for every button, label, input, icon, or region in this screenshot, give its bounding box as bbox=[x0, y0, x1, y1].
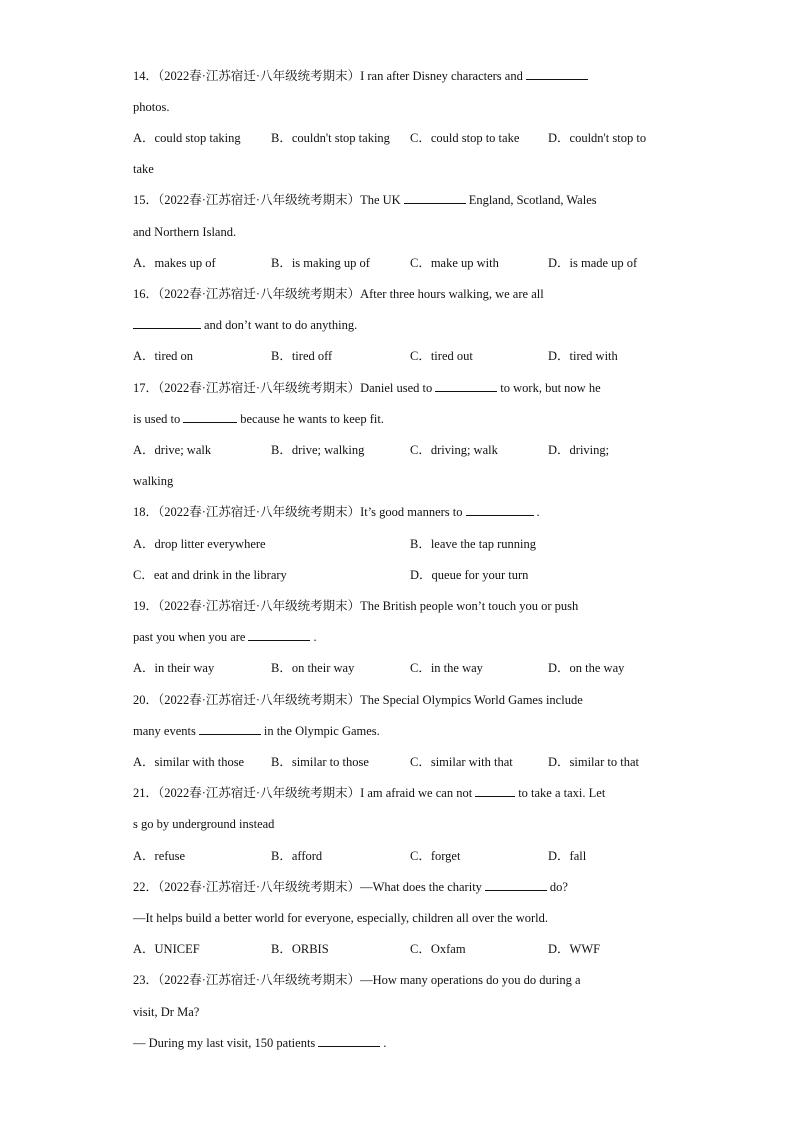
question-source: ．（2022春·江苏宿迁·八年级统考期末） bbox=[145, 69, 361, 83]
question-18-stem bbox=[133, 504, 663, 520]
answer-blank[interactable] bbox=[199, 723, 261, 735]
answer-blank[interactable] bbox=[404, 192, 466, 204]
question-number: 20 bbox=[133, 693, 146, 707]
question-number: 21 bbox=[133, 786, 146, 800]
question-23-stem-cont2 bbox=[133, 1035, 663, 1051]
answer-blank[interactable] bbox=[318, 1035, 380, 1047]
question-text: —What does the charity bbox=[360, 880, 482, 894]
question-text: The UK bbox=[360, 193, 401, 207]
question-20-stem-cont bbox=[133, 723, 663, 739]
question-text: The British people won’t touch you or push bbox=[360, 599, 579, 613]
question-15-stem bbox=[133, 192, 663, 208]
option-a[interactable]: A．could stop taking bbox=[133, 131, 241, 145]
option-d[interactable]: D．WWF bbox=[548, 942, 601, 956]
question-text: and Northern Island. bbox=[133, 225, 237, 239]
question-text: in the Olympic Games. bbox=[263, 724, 380, 738]
question-17-options bbox=[133, 442, 663, 458]
question-17-stem-cont bbox=[133, 411, 663, 427]
answer-blank[interactable] bbox=[183, 411, 237, 423]
question-text: Daniel used to bbox=[360, 381, 433, 395]
option-c[interactable]: C．eat and drink in the library bbox=[133, 568, 287, 582]
question-source: ．（2022春·江苏宿迁·八年级统考期末） bbox=[145, 880, 361, 894]
question-21-options bbox=[133, 848, 663, 864]
question-19-options bbox=[133, 660, 663, 676]
question-text: to take a taxi. Let bbox=[518, 786, 606, 800]
question-17-stem bbox=[133, 380, 663, 396]
option-d[interactable]: D．couldn't stop to bbox=[548, 131, 647, 145]
question-15-options bbox=[133, 255, 663, 271]
question-source: ．（2022春·江苏宿迁·八年级统考期末） bbox=[145, 973, 361, 987]
question-text: to work, but now he bbox=[500, 381, 601, 395]
question-text: . bbox=[383, 1036, 387, 1050]
option-c[interactable]: C．tired out bbox=[410, 349, 473, 363]
option-a[interactable]: A．tired on bbox=[133, 349, 194, 363]
question-source: ．（2022春·江苏宿迁·八年级统考期末） bbox=[145, 287, 361, 301]
question-20-options bbox=[133, 754, 663, 770]
question-14-stem bbox=[133, 68, 663, 84]
question-number: 16 bbox=[133, 287, 146, 301]
question-text: and don’t want to do anything. bbox=[204, 318, 358, 332]
option-d[interactable]: D．on the way bbox=[548, 661, 625, 675]
question-22-options bbox=[133, 941, 663, 957]
question-text: England, Scotland, Wales bbox=[468, 193, 597, 207]
option-b[interactable]: B．afford bbox=[271, 849, 323, 863]
question-text: I ran after Disney characters and bbox=[360, 69, 523, 83]
option-a[interactable]: A．makes up of bbox=[133, 256, 216, 270]
answer-blank[interactable] bbox=[466, 504, 534, 516]
question-text: . bbox=[313, 630, 317, 644]
question-16-options bbox=[133, 348, 663, 364]
question-source: ．（2022春·江苏宿迁·八年级统考期末） bbox=[145, 693, 361, 707]
question-number: 17 bbox=[133, 381, 146, 395]
option-c[interactable]: C．forget bbox=[410, 849, 461, 863]
question-number: 18 bbox=[133, 505, 146, 519]
question-text: After three hours walking, we are all bbox=[360, 287, 544, 301]
question-16-stem-cont bbox=[133, 317, 663, 333]
option-text: walking bbox=[133, 474, 174, 488]
question-17-option-cont bbox=[133, 473, 663, 489]
option-a[interactable]: A．refuse bbox=[133, 849, 186, 863]
question-text: is used to bbox=[133, 412, 181, 426]
question-text: The Special Olympics World Games include bbox=[360, 693, 583, 707]
question-text: —It helps build a better world for everyone, especially, children all over the world. bbox=[133, 911, 549, 925]
question-22-stem-cont bbox=[133, 910, 663, 926]
question-text: . bbox=[536, 505, 540, 519]
option-d[interactable]: D．similar to that bbox=[548, 755, 639, 769]
question-text: — During my last visit, 150 patients bbox=[133, 1036, 316, 1050]
option-d[interactable]: D．is made up of bbox=[548, 256, 638, 270]
question-21-stem bbox=[133, 785, 663, 801]
option-d[interactable]: D．fall bbox=[548, 849, 587, 863]
answer-blank[interactable] bbox=[526, 68, 588, 80]
question-15-stem-cont bbox=[133, 224, 663, 240]
option-b[interactable]: B．leave the tap running bbox=[410, 537, 537, 551]
option-d[interactable]: D．tired with bbox=[548, 349, 618, 363]
option-b[interactable]: B．drive; walking bbox=[271, 443, 365, 457]
option-c[interactable]: C．similar with that bbox=[410, 755, 513, 769]
question-number: 19 bbox=[133, 599, 146, 613]
question-text: photos. bbox=[133, 100, 170, 114]
question-text: do? bbox=[549, 880, 568, 894]
answer-blank[interactable] bbox=[435, 380, 497, 392]
answer-blank[interactable] bbox=[485, 879, 547, 891]
question-21-stem-cont bbox=[133, 816, 663, 832]
option-c[interactable]: C．in the way bbox=[410, 661, 483, 675]
option-c[interactable]: C．could stop to take bbox=[410, 131, 520, 145]
option-d[interactable]: D．queue for your turn bbox=[410, 568, 529, 582]
question-number: 14 bbox=[133, 69, 146, 83]
option-a[interactable]: A．similar with those bbox=[133, 755, 245, 769]
answer-blank[interactable] bbox=[133, 317, 201, 329]
option-a[interactable]: A．in their way bbox=[133, 661, 215, 675]
question-18-options-row2 bbox=[133, 567, 663, 583]
question-source: ．（2022春·江苏宿迁·八年级统考期末） bbox=[145, 381, 361, 395]
question-source: ．（2022春·江苏宿迁·八年级统考期末） bbox=[145, 599, 361, 613]
option-c[interactable]: C．make up with bbox=[410, 256, 499, 270]
option-text: take bbox=[133, 162, 154, 176]
question-text: visit, Dr Ma? bbox=[133, 1005, 200, 1019]
question-14-option-cont bbox=[133, 161, 663, 177]
question-number: 15 bbox=[133, 193, 146, 207]
question-text: because he wants to keep fit. bbox=[240, 412, 384, 426]
question-19-stem-cont bbox=[133, 629, 663, 645]
question-18-options-row1 bbox=[133, 536, 663, 552]
question-23-stem-cont bbox=[133, 1004, 663, 1020]
answer-blank[interactable] bbox=[475, 785, 515, 797]
question-22-stem bbox=[133, 879, 663, 895]
option-a[interactable]: A．drop litter everywhere bbox=[133, 537, 266, 551]
question-text: s go by underground instead bbox=[133, 817, 275, 831]
question-text: past you when you are bbox=[133, 630, 246, 644]
option-a[interactable]: A．UNICEF bbox=[133, 942, 200, 956]
question-text: —How many operations do you do during a bbox=[360, 973, 581, 987]
question-text: I am afraid we can not bbox=[360, 786, 473, 800]
option-c[interactable]: C．driving; walk bbox=[410, 443, 498, 457]
option-b[interactable]: B．is making up of bbox=[271, 256, 370, 270]
option-a[interactable]: A．drive; walk bbox=[133, 443, 212, 457]
option-b[interactable]: B．couldn't stop taking bbox=[271, 131, 390, 145]
question-text: It’s good manners to bbox=[360, 505, 463, 519]
question-19-stem bbox=[133, 598, 663, 614]
question-number: 23 bbox=[133, 973, 146, 987]
question-16-stem bbox=[133, 286, 663, 302]
question-number: 22 bbox=[133, 880, 146, 894]
option-b[interactable]: B．on their way bbox=[271, 661, 355, 675]
option-c[interactable]: C．Oxfam bbox=[410, 942, 466, 956]
question-source: ．（2022春·江苏宿迁·八年级统考期末） bbox=[145, 786, 361, 800]
question-14-stem-cont bbox=[133, 99, 663, 115]
option-d[interactable]: D．driving; bbox=[548, 443, 610, 457]
question-14-options bbox=[133, 130, 663, 146]
answer-blank[interactable] bbox=[248, 629, 310, 641]
question-text: many events bbox=[133, 724, 196, 738]
question-23-stem bbox=[133, 972, 663, 988]
question-source: ．（2022春·江苏宿迁·八年级统考期末） bbox=[145, 193, 361, 207]
question-20-stem bbox=[133, 692, 663, 708]
option-b[interactable]: B．similar to those bbox=[271, 755, 369, 769]
option-b[interactable]: B．tired off bbox=[271, 349, 333, 363]
option-b[interactable]: B．ORBIS bbox=[271, 942, 329, 956]
question-source: ．（2022春·江苏宿迁·八年级统考期末） bbox=[145, 505, 361, 519]
